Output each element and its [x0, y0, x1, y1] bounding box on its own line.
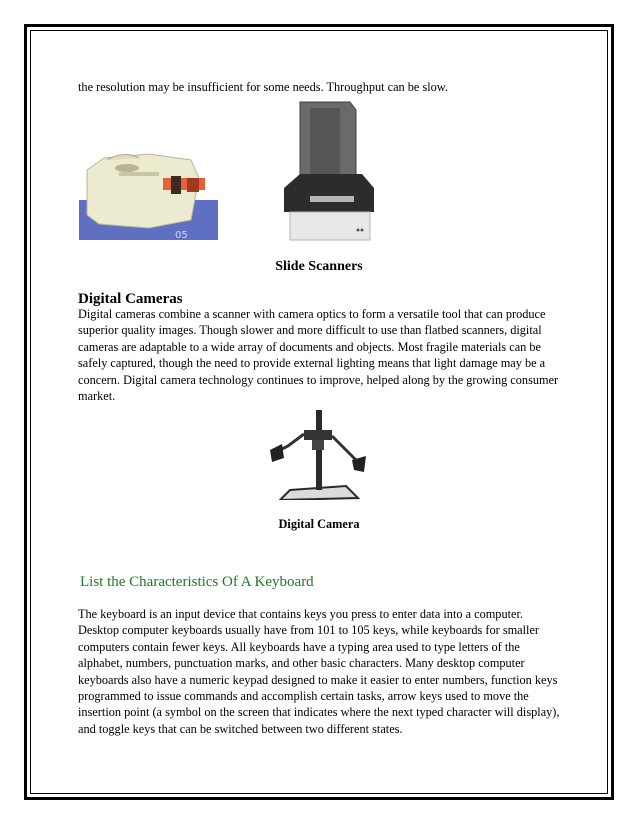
image-label: 05 [175, 230, 188, 240]
slide-scanners-caption: Slide Scanners [275, 259, 363, 274]
slide-scanner-image-left [79, 150, 218, 240]
intro-paragraph: the resolution may be insufficient for some needs. Throughput can be slow. [78, 80, 448, 94]
slide-scanner-image-right [270, 100, 382, 246]
digital-cameras-paragraph: Digital cameras combine a scanner with camera optics to form a versatile tool that can produce superior quality images. Though slower and more difficult to use than flatbed scanners, digital cameras are adaptable to a wide array of documents and objects. Most fragile materials can be safely captured, though the need to provide external lighting means that light damage may be a concern. Digital camera technology continues to improve, helped along by the growing consumer market. [78, 307, 559, 404]
digital-cameras-heading: Digital Cameras [78, 291, 183, 307]
digital-camera-caption: Digital Camera [278, 517, 360, 531]
keyboard-paragraph: The keyboard is an input device that contains keys you press to enter data into a computer. Desktop computer keyboards usually have from 101 to 105 keys, while keyboards for smaller computers contain fewer keys. All keyboards have a typing area used to type letters of the alphabet, numbers, punctuation marks, and other basic characters. Many desktop computer keyboards also have a numeric keypad designed to make it easier to enter numbers, function keys programmed to issue commands and accomplish certain tasks, arrow keys used to move the insertion point (a symbol on the screen that indicates where the next typed character will display), and toggle keys that can be switched between two different states. [78, 607, 560, 736]
digital-camera-image [268, 404, 368, 500]
keyboard-heading: List the Characteristics Of A Keyboard [80, 574, 314, 590]
